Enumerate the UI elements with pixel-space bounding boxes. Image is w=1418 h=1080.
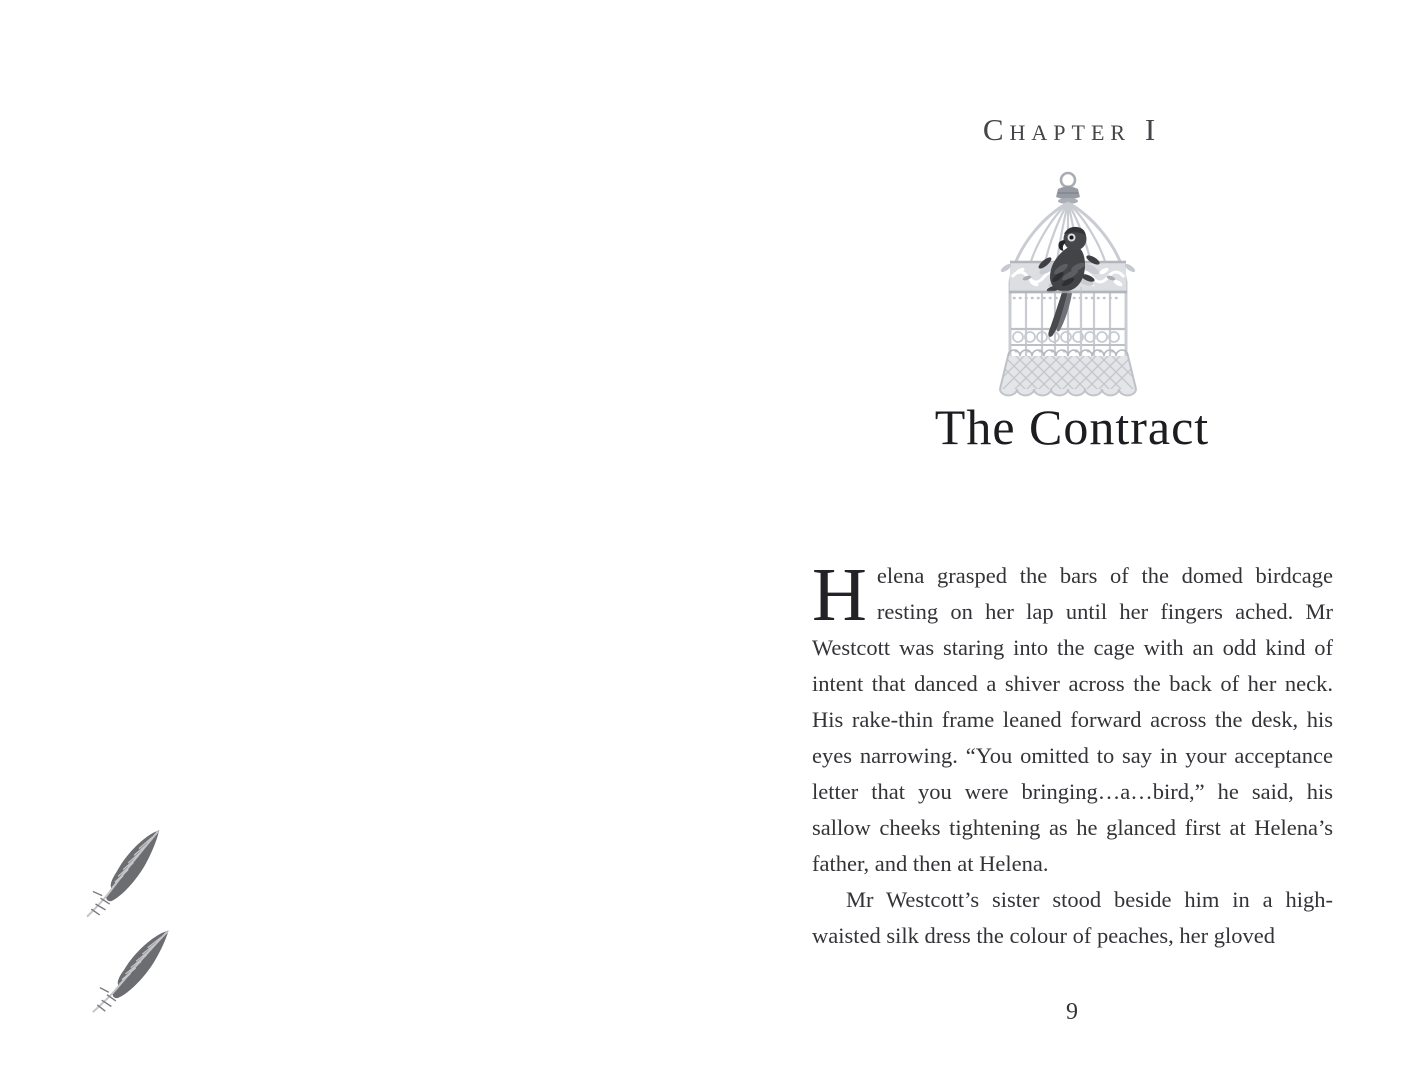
right-page [709, 0, 1418, 1080]
birdcage-illustration [998, 170, 1138, 398]
paragraph-text: elena grasped the bars of the domed birdcage resting on her lap until her fingers ached. Mr Westcott was staring into the cage with an odd kind of intent that danced a shiver across the back of her neck. His rake-thin frame leaned forward across the desk, his eyes narrowing. “You omitted to say in your acceptance letter that you were bringing…a…bird,” he said, his sallow cheeks tightening as he glanced first at Helena’s father, and then at Helena. [812, 563, 1333, 876]
feather-icon [80, 826, 168, 920]
drop-cap: H [812, 553, 867, 637]
chapter-label: Chapter I [982, 112, 1162, 147]
page-number: 9 [1066, 999, 1078, 1025]
body-text [812, 553, 1333, 954]
birdcage-icon [998, 170, 1138, 398]
paragraph: Mr Westcott’s sister stood beside him in a high-waisted silk dress the colour of peaches, her gloved [812, 887, 1333, 948]
feather-icon [88, 921, 176, 1021]
feathers-decoration [72, 822, 187, 1027]
chapter-title: The Contract [934, 399, 1210, 455]
paragraph [812, 553, 1333, 882]
